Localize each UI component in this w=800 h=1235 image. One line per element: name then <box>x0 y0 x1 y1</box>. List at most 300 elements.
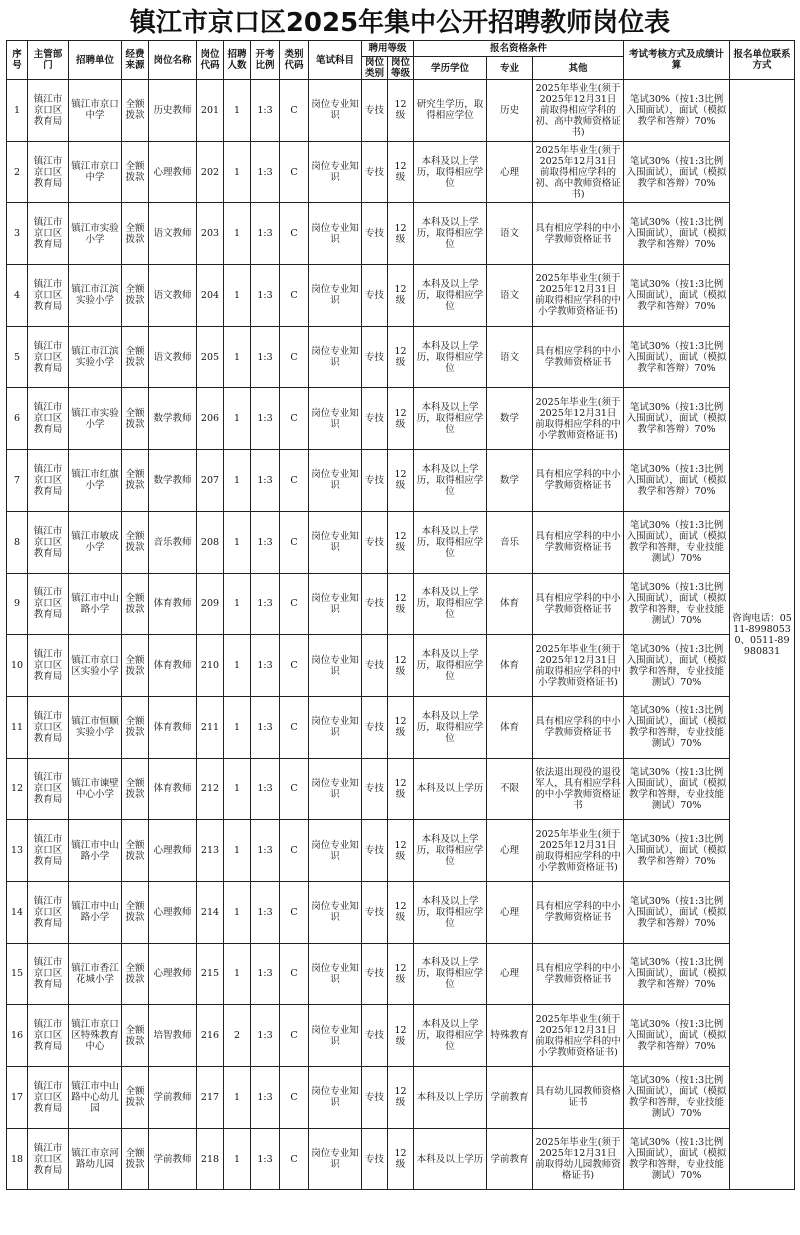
table-row <box>7 635 795 697</box>
cell-exam: 岗位专业知识 <box>309 635 362 697</box>
cell-ratio: 1:3 <box>251 511 280 573</box>
cell-level-type: 专技 <box>362 1005 388 1067</box>
cell-cat-code: C <box>280 758 309 820</box>
cell-unit: 镇江市中山路中心幼儿园 <box>69 1067 122 1129</box>
blank-row <box>7 1190 795 1217</box>
header-edu: 学历学位 <box>414 57 487 80</box>
cell-ratio: 1:3 <box>251 1067 280 1129</box>
cell-cat-code: C <box>280 635 309 697</box>
cell-dept: 镇江市京口区教育局 <box>28 1128 69 1190</box>
cell-seq: 17 <box>7 1067 28 1129</box>
cell-major: 心理 <box>487 881 533 943</box>
cell-exam: 岗位专业知识 <box>309 881 362 943</box>
cell-dept: 镇江市京口区教育局 <box>28 326 69 388</box>
table-row <box>7 881 795 943</box>
cell-ratio: 1:3 <box>251 881 280 943</box>
header-cat-code: 类别代码 <box>280 41 309 80</box>
cell-level-type: 专技 <box>362 203 388 265</box>
cell-edu: 本科及以上学历，取得相应学位 <box>414 203 487 265</box>
cell-cat-code: C <box>280 573 309 635</box>
table-row <box>7 696 795 758</box>
cell-post-code: 218 <box>197 1128 224 1190</box>
table-body <box>7 80 795 1217</box>
cell-dept: 镇江市京口区教育局 <box>28 943 69 1005</box>
header-level-group: 聘用等级 <box>362 41 414 57</box>
cell-post-name: 数学教师 <box>149 450 197 512</box>
cell-level-grade: 12级 <box>388 1128 414 1190</box>
header-ratio: 开考比例 <box>251 41 280 80</box>
cell-level-grade: 12级 <box>388 943 414 1005</box>
cell-major: 数学 <box>487 388 533 450</box>
cell-major: 特殊教育 <box>487 1005 533 1067</box>
cell-count: 1 <box>224 696 251 758</box>
table-row <box>7 1067 795 1129</box>
cell-post-name: 体育教师 <box>149 635 197 697</box>
cell-dept: 镇江市京口区教育局 <box>28 141 69 203</box>
cell-post-code: 202 <box>197 141 224 203</box>
cell-level-type: 专技 <box>362 511 388 573</box>
cell-dept: 镇江市京口区教育局 <box>28 881 69 943</box>
cell-ratio: 1:3 <box>251 141 280 203</box>
cell-ratio: 1:3 <box>251 1005 280 1067</box>
cell-level-type: 专技 <box>362 881 388 943</box>
cell-post-code: 203 <box>197 203 224 265</box>
cell-unit: 镇江市中山路小学 <box>69 573 122 635</box>
table-row <box>7 450 795 512</box>
cell-level-grade: 12级 <box>388 80 414 142</box>
cell-level-grade: 12级 <box>388 758 414 820</box>
cell-other: 具有相应学科的中小学教师资格证书 <box>533 943 624 1005</box>
cell-seq: 14 <box>7 881 28 943</box>
cell-major: 学前教育 <box>487 1128 533 1190</box>
header-fund: 经费来源 <box>122 41 149 80</box>
cell-post-code: 211 <box>197 696 224 758</box>
header-post-name: 岗位名称 <box>149 41 197 80</box>
cell-assess: 笔试30%（按1:3比例入围面试），面试（模拟教学和答辩，专业技能测试）70% <box>624 573 730 635</box>
cell-post-code: 205 <box>197 326 224 388</box>
cell-edu: 本科及以上学历，取得相应学位 <box>414 388 487 450</box>
cell-fund: 全额拨款 <box>122 265 149 327</box>
header-seq: 序号 <box>7 41 28 80</box>
cell-unit: 镇江市香江花城小学 <box>69 943 122 1005</box>
cell-post-name: 心理教师 <box>149 881 197 943</box>
cell-level-grade: 12级 <box>388 696 414 758</box>
cell-edu: 本科及以上学历 <box>414 1067 487 1129</box>
cell-edu: 本科及以上学历，取得相应学位 <box>414 1005 487 1067</box>
header-qual-group: 报名资格条件 <box>414 41 624 57</box>
header-assess: 考试考核方式及成绩计算 <box>624 41 730 80</box>
cell-unit: 镇江市京口区特殊教育中心 <box>69 1005 122 1067</box>
cell-assess: 笔试30%（按1:3比例入围面试），面试（模拟教学和答辩，专业技能测试）70% <box>624 511 730 573</box>
cell-post-code: 206 <box>197 388 224 450</box>
cell-post-code: 212 <box>197 758 224 820</box>
cell-cat-code: C <box>280 141 309 203</box>
cell-fund: 全额拨款 <box>122 1005 149 1067</box>
cell-level-type: 专技 <box>362 758 388 820</box>
cell-exam: 岗位专业知识 <box>309 1128 362 1190</box>
cell-count: 1 <box>224 758 251 820</box>
cell-level-grade: 12级 <box>388 511 414 573</box>
cell-edu: 本科及以上学历，取得相应学位 <box>414 141 487 203</box>
cell-ratio: 1:3 <box>251 80 280 142</box>
cell-unit: 镇江市京河路幼儿园 <box>69 1128 122 1190</box>
cell-edu: 本科及以上学历，取得相应学位 <box>414 820 487 882</box>
header-post-code: 岗位代码 <box>197 41 224 80</box>
cell-level-type: 专技 <box>362 388 388 450</box>
cell-assess: 笔试30%（按1:3比例入围面试），面试（模拟教学和答辩）70% <box>624 1005 730 1067</box>
cell-count: 1 <box>224 820 251 882</box>
table-row <box>7 141 795 203</box>
cell-fund: 全额拨款 <box>122 203 149 265</box>
cell-other: 2025年毕业生(须于2025年12月31日前取得相应学科的中小学教师资格证书) <box>533 388 624 450</box>
cell-unit: 镇江市恒顺实验小学 <box>69 696 122 758</box>
cell-assess: 笔试30%（按1:3比例入围面试），面试（模拟教学和答辩）70% <box>624 820 730 882</box>
cell-count: 1 <box>224 141 251 203</box>
cell-seq: 18 <box>7 1128 28 1190</box>
recruitment-table <box>6 40 795 1216</box>
cell-assess: 笔试30%（按1:3比例入围面试），面试（模拟教学和答辩）70% <box>624 141 730 203</box>
cell-other: 具有相应学科的中小学教师资格证书 <box>533 573 624 635</box>
cell-post-code: 207 <box>197 450 224 512</box>
cell-ratio: 1:3 <box>251 820 280 882</box>
header-level-grade: 岗位等级 <box>388 57 414 80</box>
cell-major: 体育 <box>487 635 533 697</box>
cell-exam: 岗位专业知识 <box>309 696 362 758</box>
cell-post-name: 学前教师 <box>149 1067 197 1129</box>
cell-post-code: 210 <box>197 635 224 697</box>
cell-assess: 笔试30%（按1:3比例入围面试），面试（模拟教学和答辩）70% <box>624 265 730 327</box>
cell-major: 学前教育 <box>487 1067 533 1129</box>
cell-seq: 13 <box>7 820 28 882</box>
cell-ratio: 1:3 <box>251 635 280 697</box>
cell-cat-code: C <box>280 943 309 1005</box>
cell-dept: 镇江市京口区教育局 <box>28 265 69 327</box>
cell-level-grade: 12级 <box>388 1067 414 1129</box>
table-row <box>7 511 795 573</box>
cell-seq: 4 <box>7 265 28 327</box>
cell-seq: 3 <box>7 203 28 265</box>
cell-ratio: 1:3 <box>251 265 280 327</box>
table-row <box>7 1128 795 1190</box>
cell-post-code: 209 <box>197 573 224 635</box>
cell-ratio: 1:3 <box>251 758 280 820</box>
cell-seq: 1 <box>7 80 28 142</box>
cell-ratio: 1:3 <box>251 573 280 635</box>
cell-seq: 2 <box>7 141 28 203</box>
cell-post-name: 体育教师 <box>149 696 197 758</box>
cell-other: 2025年毕业生(须于2025年12月31日前取得相应学科的初、高中教师资格证书) <box>533 80 624 142</box>
cell-fund: 全额拨款 <box>122 450 149 512</box>
cell-level-type: 专技 <box>362 265 388 327</box>
cell-assess: 笔试30%（按1:3比例入围面试），面试（模拟教学和答辩）70% <box>624 450 730 512</box>
cell-level-grade: 12级 <box>388 265 414 327</box>
cell-major: 数学 <box>487 450 533 512</box>
cell-ratio: 1:3 <box>251 943 280 1005</box>
cell-cat-code: C <box>280 203 309 265</box>
cell-count: 1 <box>224 943 251 1005</box>
cell-exam: 岗位专业知识 <box>309 820 362 882</box>
cell-fund: 全额拨款 <box>122 820 149 882</box>
cell-count: 1 <box>224 1128 251 1190</box>
table-row <box>7 1005 795 1067</box>
cell-major: 语文 <box>487 326 533 388</box>
cell-exam: 岗位专业知识 <box>309 388 362 450</box>
cell-edu: 本科及以上学历 <box>414 1128 487 1190</box>
cell-fund: 全额拨款 <box>122 758 149 820</box>
cell-post-code: 217 <box>197 1067 224 1129</box>
cell-other: 具有相应学科的中小学教师资格证书 <box>533 696 624 758</box>
cell-level-type: 专技 <box>362 326 388 388</box>
page-title: 镇江市京口区2025年集中公开招聘教师岗位表 <box>129 8 671 38</box>
cell-assess: 笔试30%（按1:3比例入围面试），面试（模拟教学和答辩，专业技能测试）70% <box>624 1128 730 1190</box>
cell-exam: 岗位专业知识 <box>309 573 362 635</box>
table-row <box>7 573 795 635</box>
cell-level-grade: 12级 <box>388 141 414 203</box>
cell-other: 2025年毕业生(须于2025年12月31日前取得幼儿园教师资格证书) <box>533 1128 624 1190</box>
cell-level-grade: 12级 <box>388 573 414 635</box>
cell-exam: 岗位专业知识 <box>309 758 362 820</box>
cell-dept: 镇江市京口区教育局 <box>28 820 69 882</box>
cell-post-name: 数学教师 <box>149 388 197 450</box>
cell-other: 具有相应学科的中小学教师资格证书 <box>533 203 624 265</box>
cell-level-type: 专技 <box>362 450 388 512</box>
cell-edu: 研究生学历，取得相应学位 <box>414 80 487 142</box>
cell-dept: 镇江市京口区教育局 <box>28 450 69 512</box>
cell-exam: 岗位专业知识 <box>309 80 362 142</box>
cell-count: 1 <box>224 265 251 327</box>
cell-unit: 镇江市实验小学 <box>69 388 122 450</box>
cell-dept: 镇江市京口区教育局 <box>28 1005 69 1067</box>
cell-major: 心理 <box>487 820 533 882</box>
header-dept: 主管部门 <box>28 41 69 80</box>
header-unit: 招聘单位 <box>69 41 122 80</box>
cell-assess: 笔试30%（按1:3比例入围面试），面试（模拟教学和答辩，专业技能测试）70% <box>624 696 730 758</box>
cell-major: 语文 <box>487 203 533 265</box>
cell-fund: 全额拨款 <box>122 573 149 635</box>
header-major: 专业 <box>487 57 533 80</box>
header-exam: 笔试科目 <box>309 41 362 80</box>
cell-post-code: 213 <box>197 820 224 882</box>
cell-post-name: 体育教师 <box>149 758 197 820</box>
cell-unit: 镇江市京口中学 <box>69 80 122 142</box>
table-row <box>7 388 795 450</box>
cell-fund: 全额拨款 <box>122 696 149 758</box>
cell-other: 2025年毕业生(须于2025年12月31日前取得相应学科的中小学教师资格证书) <box>533 265 624 327</box>
cell-cat-code: C <box>280 450 309 512</box>
cell-seq: 11 <box>7 696 28 758</box>
cell-other: 具有幼儿园教师资格证书 <box>533 1067 624 1129</box>
cell-cat-code: C <box>280 1005 309 1067</box>
cell-level-type: 专技 <box>362 573 388 635</box>
cell-fund: 全额拨款 <box>122 943 149 1005</box>
cell-other: 依法退出现役的退役军人，具有相应学科的中小学教师资格证书 <box>533 758 624 820</box>
cell-assess: 笔试30%（按1:3比例入围面试），面试（模拟教学和答辩）70% <box>624 326 730 388</box>
cell-seq: 7 <box>7 450 28 512</box>
cell-level-type: 专技 <box>362 696 388 758</box>
cell-post-name: 语文教师 <box>149 203 197 265</box>
cell-other: 2025年毕业生(须于2025年12月31日前取得相应学科的初、高中教师资格证书) <box>533 141 624 203</box>
cell-fund: 全额拨款 <box>122 881 149 943</box>
cell-post-name: 学前教师 <box>149 1128 197 1190</box>
cell-dept: 镇江市京口区教育局 <box>28 1067 69 1129</box>
cell-dept: 镇江市京口区教育局 <box>28 203 69 265</box>
cell-post-code: 201 <box>197 80 224 142</box>
cell-post-name: 语文教师 <box>149 265 197 327</box>
table-row <box>7 326 795 388</box>
header-count: 招聘人数 <box>224 41 251 80</box>
cell-exam: 岗位专业知识 <box>309 326 362 388</box>
cell-cat-code: C <box>280 388 309 450</box>
cell-count: 1 <box>224 1067 251 1129</box>
cell-assess: 笔试30%（按1:3比例入围面试），面试（模拟教学和答辩）70% <box>624 881 730 943</box>
header-other: 其他 <box>533 57 624 80</box>
cell-ratio: 1:3 <box>251 326 280 388</box>
cell-level-grade: 12级 <box>388 881 414 943</box>
cell-level-grade: 12级 <box>388 203 414 265</box>
cell-cat-code: C <box>280 511 309 573</box>
cell-other: 2025年毕业生(须于2025年12月31日前取得相应学科的中小学教师资格证书) <box>533 820 624 882</box>
cell-other: 2025年毕业生(须于2025年12月31日前取得相应学科的中小学教师资格证书) <box>533 635 624 697</box>
cell-count: 1 <box>224 635 251 697</box>
cell-count: 2 <box>224 1005 251 1067</box>
cell-count: 1 <box>224 450 251 512</box>
cell-post-name: 语文教师 <box>149 326 197 388</box>
cell-major: 心理 <box>487 943 533 1005</box>
cell-fund: 全额拨款 <box>122 1128 149 1190</box>
cell-post-code: 216 <box>197 1005 224 1067</box>
cell-cat-code: C <box>280 820 309 882</box>
cell-cat-code: C <box>280 326 309 388</box>
cell-fund: 全额拨款 <box>122 511 149 573</box>
cell-unit: 镇江市红旗小学 <box>69 450 122 512</box>
table-row <box>7 80 795 142</box>
cell-post-name: 音乐教师 <box>149 511 197 573</box>
cell-seq: 16 <box>7 1005 28 1067</box>
cell-level-type: 专技 <box>362 80 388 142</box>
cell-edu: 本科及以上学历，取得相应学位 <box>414 881 487 943</box>
cell-cat-code: C <box>280 881 309 943</box>
cell-edu: 本科及以上学历 <box>414 758 487 820</box>
cell-edu: 本科及以上学历，取得相应学位 <box>414 573 487 635</box>
table-row <box>7 758 795 820</box>
cell-dept: 镇江市京口区教育局 <box>28 573 69 635</box>
cell-assess: 笔试30%（按1:3比例入围面试），面试（模拟教学和答辩，专业技能测试）70% <box>624 1067 730 1129</box>
cell-edu: 本科及以上学历，取得相应学位 <box>414 450 487 512</box>
cell-post-name: 心理教师 <box>149 943 197 1005</box>
cell-assess: 笔试30%（按1:3比例入围面试），面试（模拟教学和答辩，专业技能测试）70% <box>624 635 730 697</box>
cell-dept: 镇江市京口区教育局 <box>28 635 69 697</box>
cell-edu: 本科及以上学历，取得相应学位 <box>414 635 487 697</box>
cell-fund: 全额拨款 <box>122 388 149 450</box>
cell-level-type: 专技 <box>362 820 388 882</box>
header-level-type: 岗位类别 <box>362 57 388 80</box>
cell-post-code: 214 <box>197 881 224 943</box>
cell-dept: 镇江市京口区教育局 <box>28 758 69 820</box>
table-row <box>7 943 795 1005</box>
cell-count: 1 <box>224 511 251 573</box>
cell-level-type: 专技 <box>362 1128 388 1190</box>
cell-fund: 全额拨款 <box>122 141 149 203</box>
cell-major: 体育 <box>487 573 533 635</box>
cell-other: 具有相应学科的中小学教师资格证书 <box>533 881 624 943</box>
cell-level-grade: 12级 <box>388 820 414 882</box>
cell-cat-code: C <box>280 80 309 142</box>
cell-post-name: 体育教师 <box>149 573 197 635</box>
cell-ratio: 1:3 <box>251 696 280 758</box>
cell-post-name: 心理教师 <box>149 141 197 203</box>
cell-seq: 6 <box>7 388 28 450</box>
cell-edu: 本科及以上学历，取得相应学位 <box>414 326 487 388</box>
cell-unit: 镇江市中山路小学 <box>69 820 122 882</box>
cell-level-grade: 12级 <box>388 326 414 388</box>
cell-cat-code: C <box>280 696 309 758</box>
cell-level-grade: 12级 <box>388 1005 414 1067</box>
cell-major: 历史 <box>487 80 533 142</box>
blank-cell <box>7 1190 795 1217</box>
cell-exam: 岗位专业知识 <box>309 203 362 265</box>
cell-seq: 5 <box>7 326 28 388</box>
cell-count: 1 <box>224 203 251 265</box>
table-row <box>7 820 795 882</box>
cell-unit: 镇江市中山路小学 <box>69 881 122 943</box>
cell-level-type: 专技 <box>362 141 388 203</box>
cell-post-name: 培智教师 <box>149 1005 197 1067</box>
cell-edu: 本科及以上学历，取得相应学位 <box>414 943 487 1005</box>
cell-level-type: 专技 <box>362 1067 388 1129</box>
cell-assess: 笔试30%（按1:3比例入围面试），面试（模拟教学和答辩）70% <box>624 203 730 265</box>
cell-dept: 镇江市京口区教育局 <box>28 80 69 142</box>
cell-contact: 咨询电话：0511-89980530、0511-89980831 <box>730 80 795 1190</box>
table-row <box>7 265 795 327</box>
cell-exam: 岗位专业知识 <box>309 1067 362 1129</box>
cell-seq: 12 <box>7 758 28 820</box>
cell-level-type: 专技 <box>362 943 388 1005</box>
cell-unit: 镇江市江滨实验小学 <box>69 265 122 327</box>
cell-ratio: 1:3 <box>251 203 280 265</box>
cell-exam: 岗位专业知识 <box>309 141 362 203</box>
cell-other: 具有相应学科的中小学教师资格证书 <box>533 511 624 573</box>
cell-ratio: 1:3 <box>251 450 280 512</box>
cell-fund: 全额拨款 <box>122 635 149 697</box>
cell-major: 不限 <box>487 758 533 820</box>
cell-unit: 镇江市京口区实验小学 <box>69 635 122 697</box>
cell-other: 具有相应学科的中小学教师资格证书 <box>533 326 624 388</box>
cell-seq: 15 <box>7 943 28 1005</box>
cell-fund: 全额拨款 <box>122 80 149 142</box>
cell-dept: 镇江市京口区教育局 <box>28 696 69 758</box>
cell-edu: 本科及以上学历，取得相应学位 <box>414 696 487 758</box>
cell-post-code: 208 <box>197 511 224 573</box>
cell-assess: 笔试30%（按1:3比例入围面试），面试（模拟教学和答辩）70% <box>624 943 730 1005</box>
cell-other: 2025年毕业生(须于2025年12月31日前取得相应学科的中小学教师资格证书) <box>533 1005 624 1067</box>
cell-other: 具有相应学科的中小学教师资格证书 <box>533 450 624 512</box>
cell-major: 语文 <box>487 265 533 327</box>
cell-level-type: 专技 <box>362 635 388 697</box>
cell-assess: 笔试30%（按1:3比例入围面试），面试（模拟教学和答辩）70% <box>624 388 730 450</box>
cell-seq: 9 <box>7 573 28 635</box>
cell-count: 1 <box>224 326 251 388</box>
cell-post-name: 心理教师 <box>149 820 197 882</box>
cell-major: 心理 <box>487 141 533 203</box>
cell-level-grade: 12级 <box>388 635 414 697</box>
cell-unit: 镇江市京口中学 <box>69 141 122 203</box>
cell-fund: 全额拨款 <box>122 1067 149 1129</box>
cell-ratio: 1:3 <box>251 388 280 450</box>
cell-cat-code: C <box>280 265 309 327</box>
header-contact: 报名单位联系方式 <box>730 41 795 80</box>
cell-dept: 镇江市京口区教育局 <box>28 511 69 573</box>
cell-exam: 岗位专业知识 <box>309 511 362 573</box>
